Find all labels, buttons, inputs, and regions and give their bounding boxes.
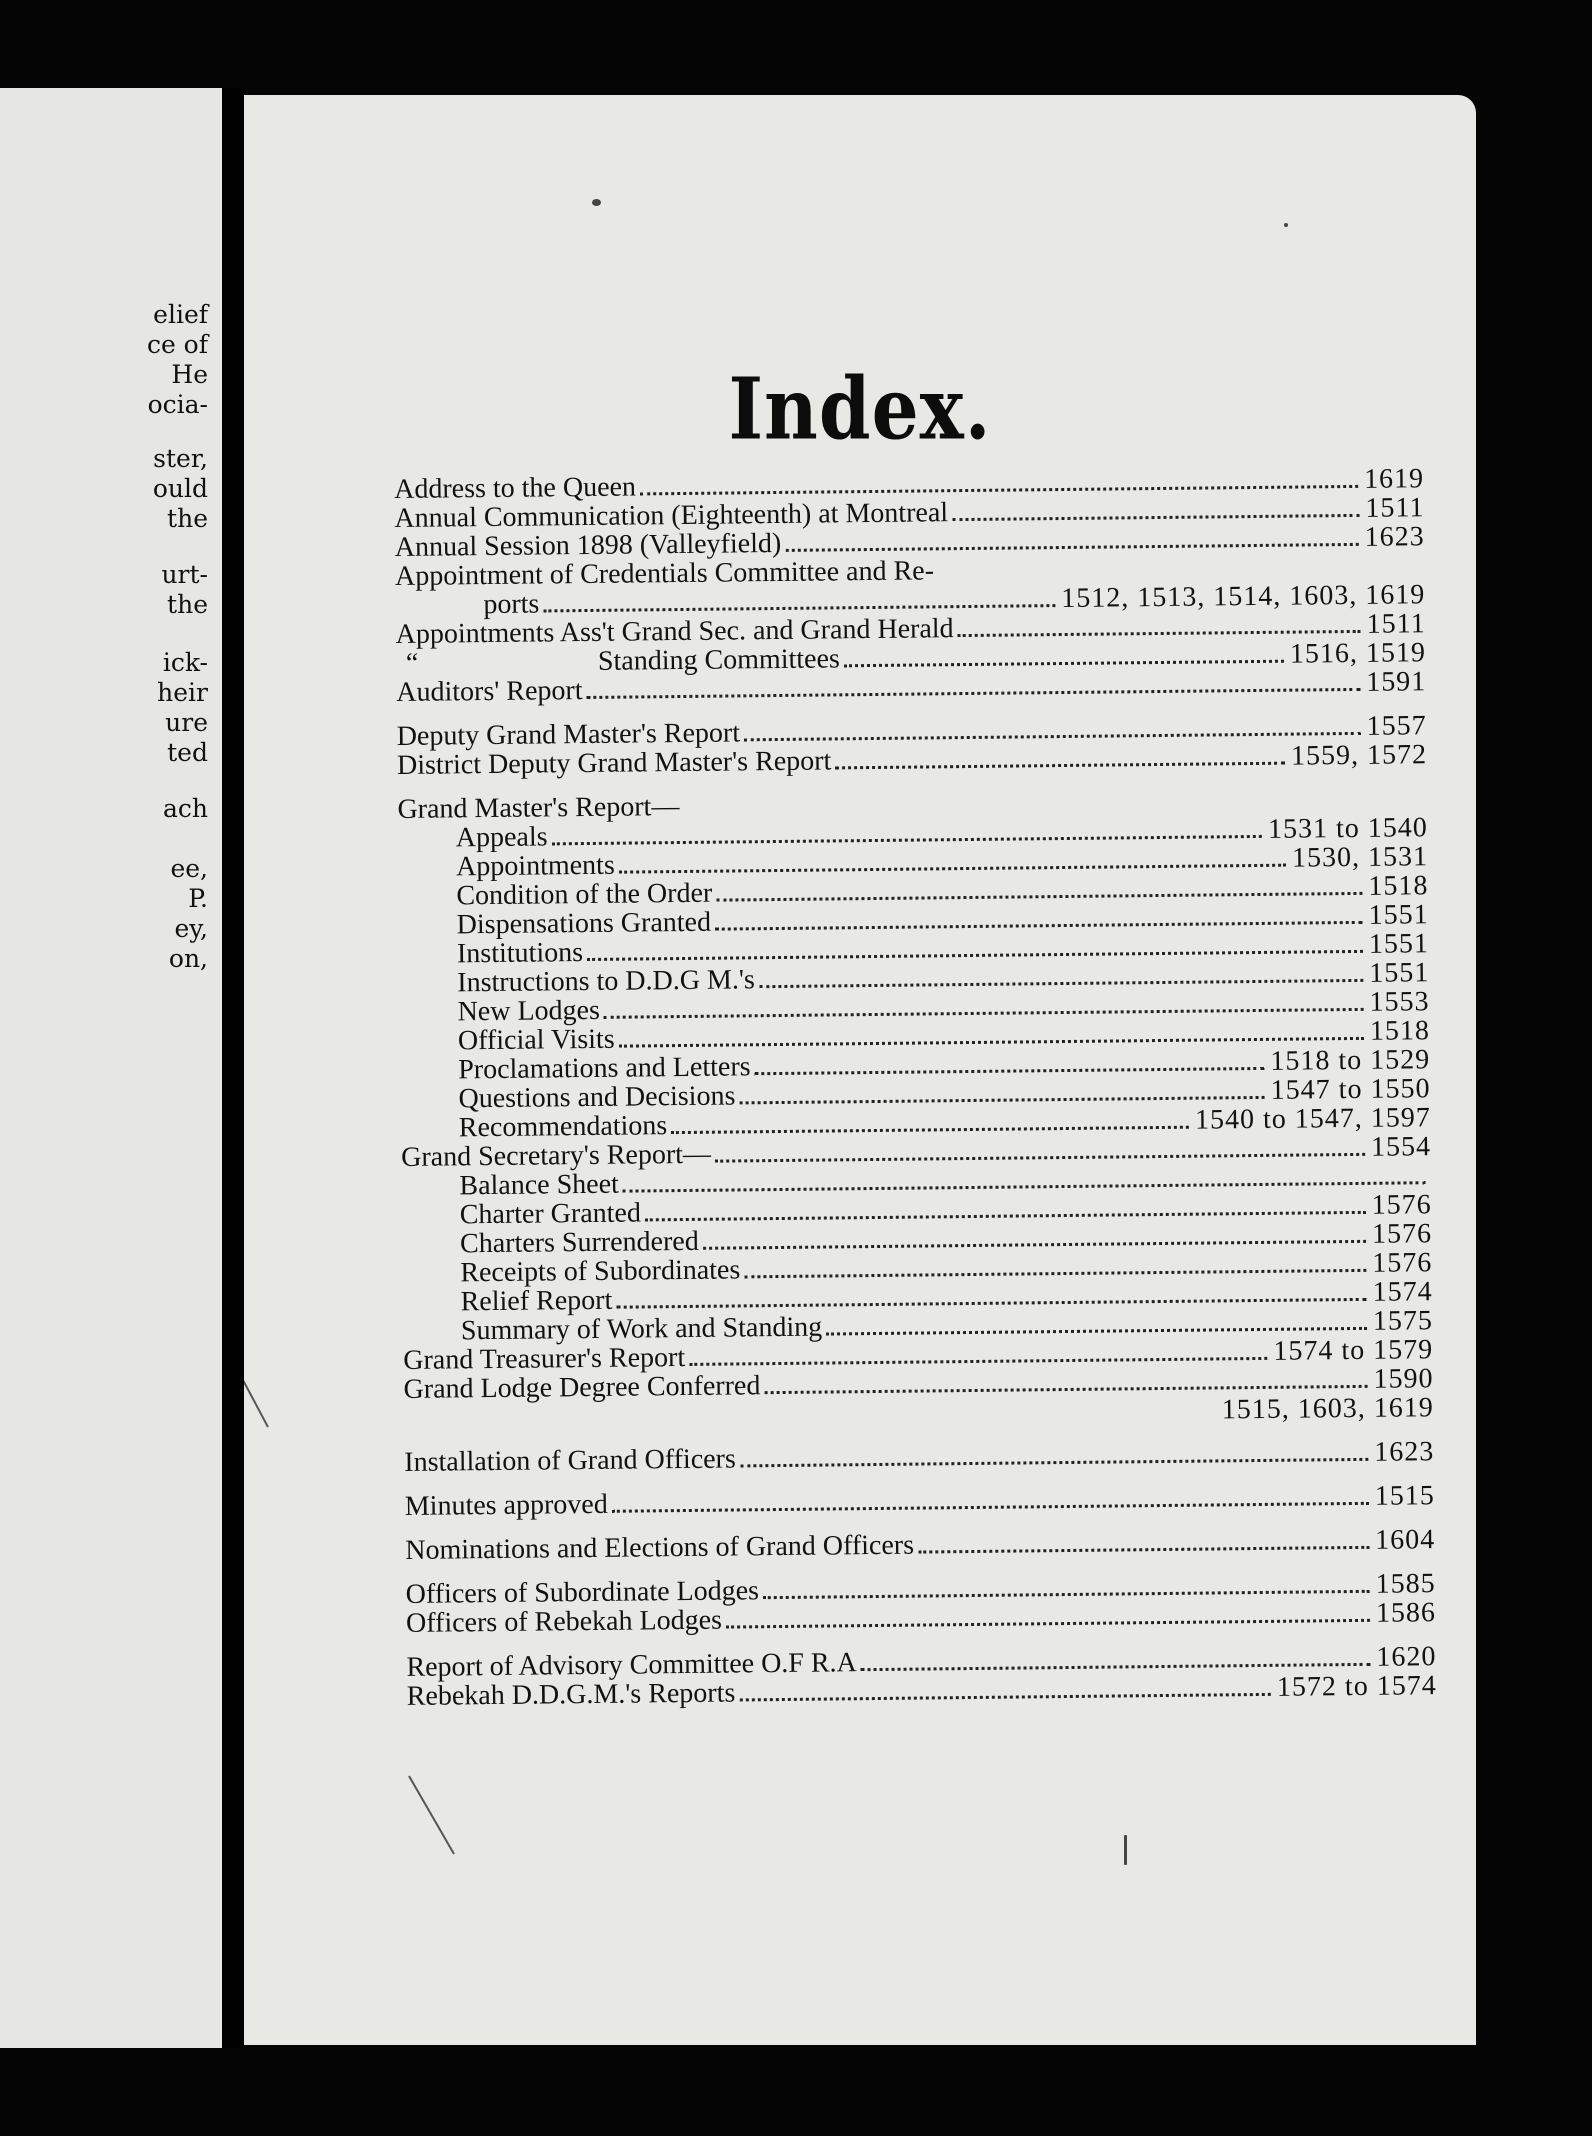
entry-pages: 1553 — [1369, 986, 1430, 1018]
dot-leader — [861, 1663, 1371, 1671]
dot-leader — [619, 864, 1286, 874]
entry-pages: 1554 — [1370, 1131, 1432, 1163]
entry-label: Grand Lodge Degree Conferred — [403, 1370, 761, 1405]
entry-label: ports — [483, 588, 540, 621]
paper-speck — [592, 199, 601, 206]
dot-leader — [918, 1546, 1369, 1554]
dot-leader — [835, 762, 1285, 770]
paper-speck — [1284, 223, 1288, 227]
entry-pages: 1623 — [1374, 1436, 1435, 1468]
dot-leader — [645, 1211, 1366, 1222]
entry-label: Receipts of Subordinates — [460, 1254, 741, 1289]
dot-leader — [612, 1502, 1369, 1513]
dot-leader — [844, 660, 1284, 668]
entry-label: Rebekah D.D.G.M.'s Reports — [406, 1677, 736, 1712]
entry-pages: 1518 to 1529 — [1270, 1044, 1431, 1077]
entry-label: Auditors' Report — [396, 675, 583, 708]
entry-pages: 1559, 1572 — [1290, 739, 1428, 772]
dot-leader — [739, 1693, 1271, 1702]
entry-pages: 1576 — [1371, 1189, 1432, 1221]
entry-pages: 1518 — [1368, 870, 1429, 902]
entry-pages: 1575 — [1372, 1305, 1434, 1337]
dot-leader — [715, 1153, 1365, 1163]
left-fragment: the — [167, 504, 208, 533]
dot-leader — [726, 1619, 1370, 1629]
entry-pages: 1531 to 1540 — [1267, 812, 1428, 845]
index-entry — [405, 1525, 1435, 1565]
entry-pages: 1591 — [1366, 666, 1427, 698]
dot-leader — [715, 921, 1363, 931]
dot-leader — [744, 1269, 1366, 1279]
entry-label: Officers of Rebekah Lodges — [405, 1604, 723, 1639]
dot-leader — [755, 1067, 1265, 1075]
entry-pages: 1586 — [1375, 1597, 1437, 1629]
dot-leader — [739, 1096, 1264, 1105]
left-fragment: ick- — [162, 648, 208, 677]
entry-label: Officers of Subordinate Lodges — [405, 1575, 760, 1610]
entry-label: Annual Session 1898 (Valleyfield) — [394, 527, 782, 563]
entry-pages: 1540 to 1547, 1597 — [1194, 1102, 1431, 1136]
entry-pages: 1511 — [1365, 492, 1425, 524]
entry-label: Minutes approved — [404, 1488, 608, 1522]
dot-leader — [689, 1357, 1267, 1366]
dot-leader — [640, 485, 1358, 496]
page-title: Index. — [728, 360, 992, 460]
dot-leader — [587, 688, 1361, 699]
entry-pages: 1551 — [1368, 899, 1429, 931]
entry-pages: 1576 — [1371, 1218, 1433, 1250]
entry-label: Standing Committees — [597, 643, 841, 677]
entry-label: Report of Advisory Committee O.F R.A — [406, 1647, 857, 1683]
entry-pages: 1623 — [1364, 521, 1425, 553]
entry-label: Appeals — [455, 821, 548, 854]
left-fragment: ted — [167, 738, 208, 767]
left-page — [0, 88, 222, 2048]
entry-pages: 1515 — [1374, 1480, 1435, 1512]
entry-pages: 1590 — [1373, 1363, 1434, 1395]
entry-label: Questions and Decisions — [458, 1080, 736, 1115]
entry-label: Proclamations and Letters — [458, 1051, 751, 1086]
entry-pages: 1551 — [1368, 928, 1430, 960]
dot-leader — [759, 979, 1363, 988]
left-fragment: elief — [153, 300, 208, 329]
entry-pages: 1512, 1513, 1514, 1603, 1619 — [1061, 579, 1426, 615]
paper-scratch — [244, 1224, 269, 1428]
entry-label: New Lodges — [457, 994, 601, 1028]
entry-label: Grand Treasurer's Report — [403, 1342, 686, 1376]
dot-leader — [764, 1385, 1367, 1394]
dot-leader — [671, 1126, 1189, 1134]
left-fragment: P. — [188, 884, 208, 913]
entry-label: Institutions — [456, 937, 584, 970]
entry-pages: 1551 — [1369, 957, 1430, 989]
entry-label: Installation of Grand Officers — [404, 1443, 736, 1478]
book-gutter — [222, 88, 244, 2048]
left-fragment: ould — [152, 474, 208, 503]
left-fragment: urt- — [161, 560, 208, 589]
dot-leader — [740, 1458, 1368, 1468]
index-entries — [394, 464, 1437, 1711]
entry-pages: 1572 to 1574 — [1276, 1670, 1437, 1703]
index-entry — [405, 1481, 1435, 1521]
dot-leader — [952, 514, 1359, 521]
left-fragment: ce of — [146, 330, 208, 359]
left-fragment: ee, — [170, 854, 208, 883]
entry-pages: 1604 — [1375, 1524, 1436, 1556]
entry-label: Appointments Ass't Grand Sec. and Grand Herald — [395, 613, 954, 650]
entry-label: Condition of the Order — [456, 877, 713, 912]
dot-leader — [716, 892, 1362, 902]
entry-pages: 1518 — [1369, 1015, 1431, 1047]
entry-label: District Deputy Grand Master's Report — [396, 745, 832, 781]
entry-pages: 1620 — [1376, 1641, 1437, 1673]
entry-pages: 1574 — [1372, 1276, 1433, 1308]
dot-leader — [744, 732, 1361, 741]
entry-pages: 1547 to 1550 — [1270, 1073, 1431, 1106]
entry-pages: 1574 to 1579 — [1273, 1334, 1434, 1367]
entry-pages: 1530, 1531 — [1291, 841, 1429, 874]
ditto-mark: “ — [405, 647, 419, 679]
entry-label: Grand Secretary's Report— — [400, 1138, 712, 1173]
entry-pages: 1576 — [1372, 1247, 1433, 1279]
entry-pages: 1585 — [1375, 1568, 1436, 1600]
left-fragment: ure — [165, 708, 208, 737]
dot-leader — [552, 835, 1262, 845]
entry-pages: 1515, 1603, 1619 — [1221, 1392, 1434, 1426]
left-fragment: ocia- — [147, 390, 208, 419]
left-fragment: heir — [157, 678, 208, 707]
left-fragment: the — [167, 590, 208, 619]
entry-label: Balance Sheet — [459, 1168, 619, 1202]
left-fragment: on, — [168, 944, 208, 973]
left-fragment: ey, — [174, 914, 208, 943]
paper-scratch — [408, 1776, 455, 1855]
entry-pages: 1516, 1519 — [1289, 637, 1427, 670]
entry-pages: 1619 — [1363, 463, 1425, 495]
dot-leader — [703, 1240, 1366, 1250]
entry-label: Charters Surrendered — [459, 1225, 699, 1260]
entry-pages: 1557 — [1366, 710, 1427, 742]
entry-pages: 1511 — [1366, 608, 1426, 640]
dot-leader — [958, 630, 1361, 637]
entry-label: Appointment of Credentials Committee and Re- — [394, 555, 935, 592]
entry-label: Official Visits — [457, 1023, 615, 1057]
dot-leader — [785, 543, 1359, 552]
entry-label: Appointments — [455, 849, 615, 883]
entry-label: Grand Master's Report— — [397, 791, 680, 825]
entry-label: Recommendations — [458, 1110, 668, 1144]
left-fragment: ach — [162, 794, 208, 823]
entry-label: Deputy Grand Master's Report — [396, 717, 741, 752]
entry-label: Dispensations Granted — [456, 906, 712, 941]
index-entry — [404, 1437, 1434, 1477]
dot-leader — [826, 1327, 1367, 1336]
paper-speck — [1124, 1835, 1127, 1865]
left-fragment: He — [171, 360, 208, 389]
entry-label: Summary of Work and Standing — [460, 1311, 823, 1347]
dot-leader — [763, 1590, 1370, 1599]
entry-label: Charter Granted — [459, 1197, 642, 1231]
entry-label: Annual Communication (Eighteenth) at Montreal — [394, 497, 949, 534]
dot-leader — [543, 604, 1055, 612]
left-fragment: ster, — [153, 444, 208, 473]
entry-label: Instructions to D.D.G M.'s — [457, 964, 755, 999]
entry-label: Relief Report — [460, 1284, 613, 1318]
entry-label: Nominations and Elections of Grand Officers — [405, 1529, 915, 1566]
index-page — [244, 95, 1476, 2045]
entry-label: Address to the Queen — [393, 471, 637, 505]
